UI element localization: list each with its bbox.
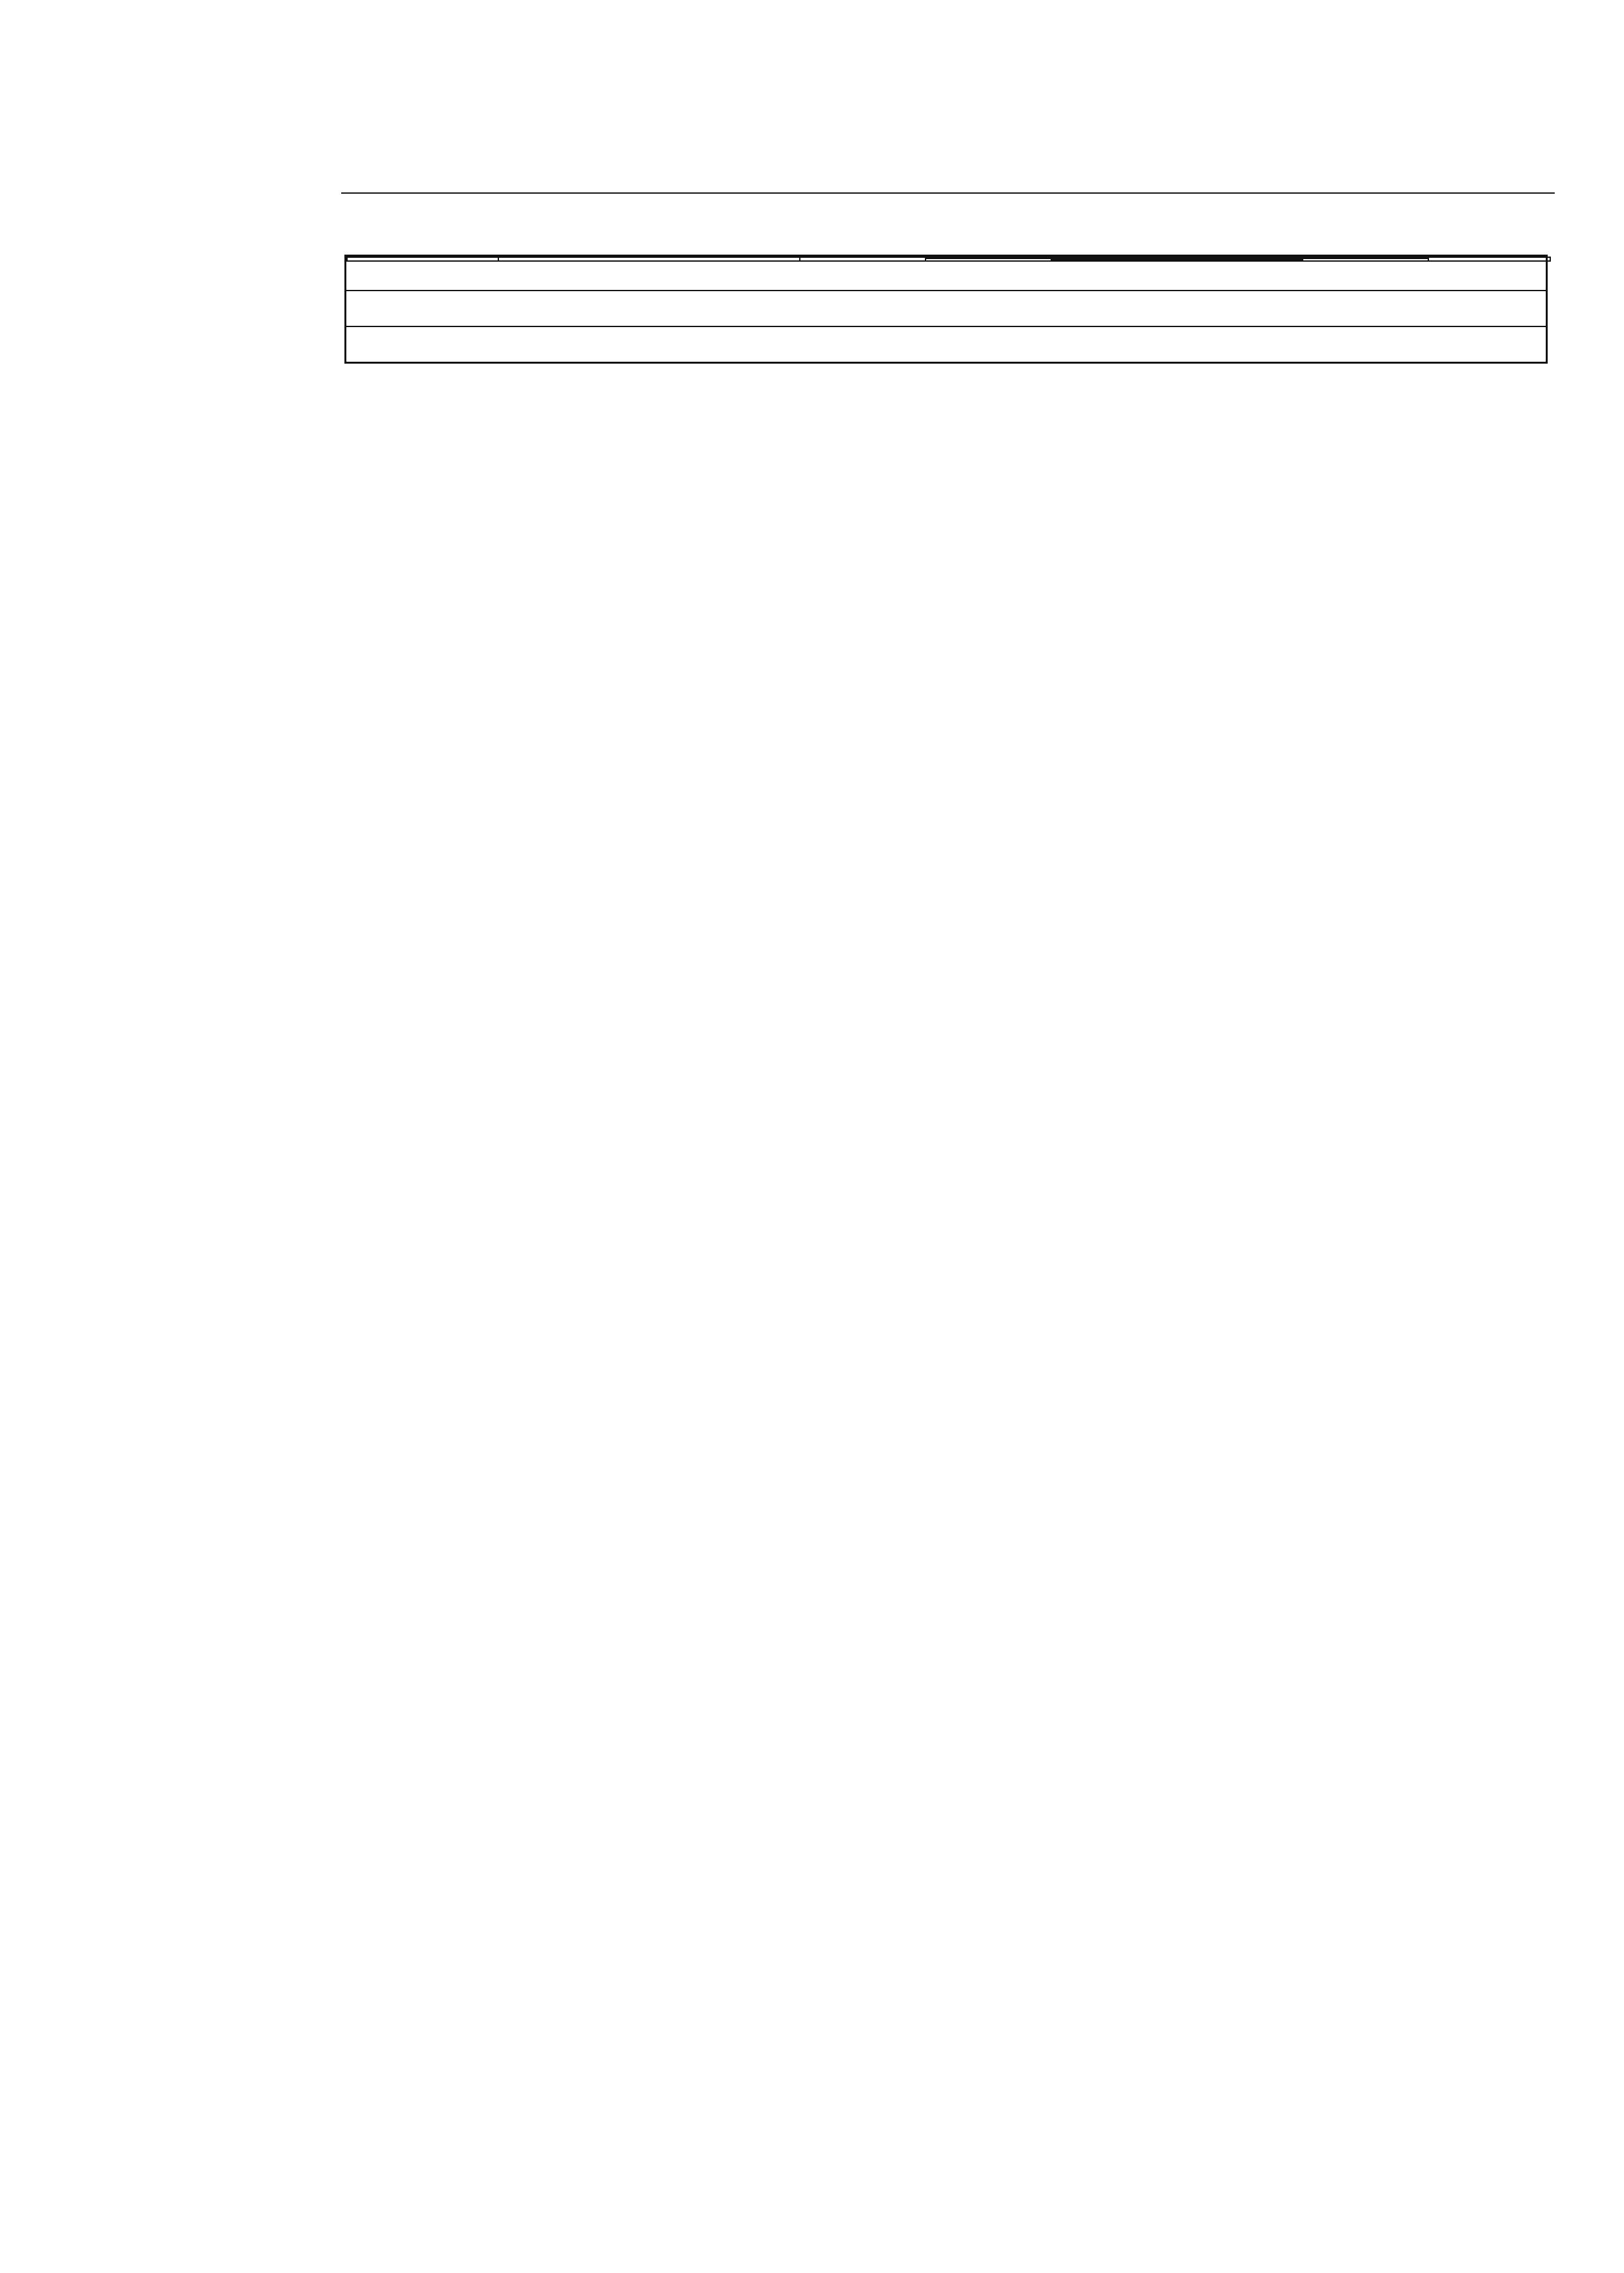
page-header bbox=[341, 191, 1555, 194]
col-workers-header bbox=[1428, 257, 1550, 261]
col-name-header bbox=[498, 257, 800, 261]
col-direct-header bbox=[800, 257, 926, 261]
col-machines-total-header bbox=[1051, 260, 1177, 261]
col-code-header bbox=[347, 257, 498, 261]
price-table-document bbox=[344, 255, 1548, 364]
column-header-table bbox=[346, 257, 1551, 262]
section-07-title bbox=[346, 291, 1546, 326]
col-materials-header bbox=[1303, 258, 1428, 261]
col-labor-header bbox=[926, 258, 1051, 261]
section-08-title bbox=[346, 327, 1546, 362]
col-machinists-header bbox=[1177, 260, 1303, 261]
